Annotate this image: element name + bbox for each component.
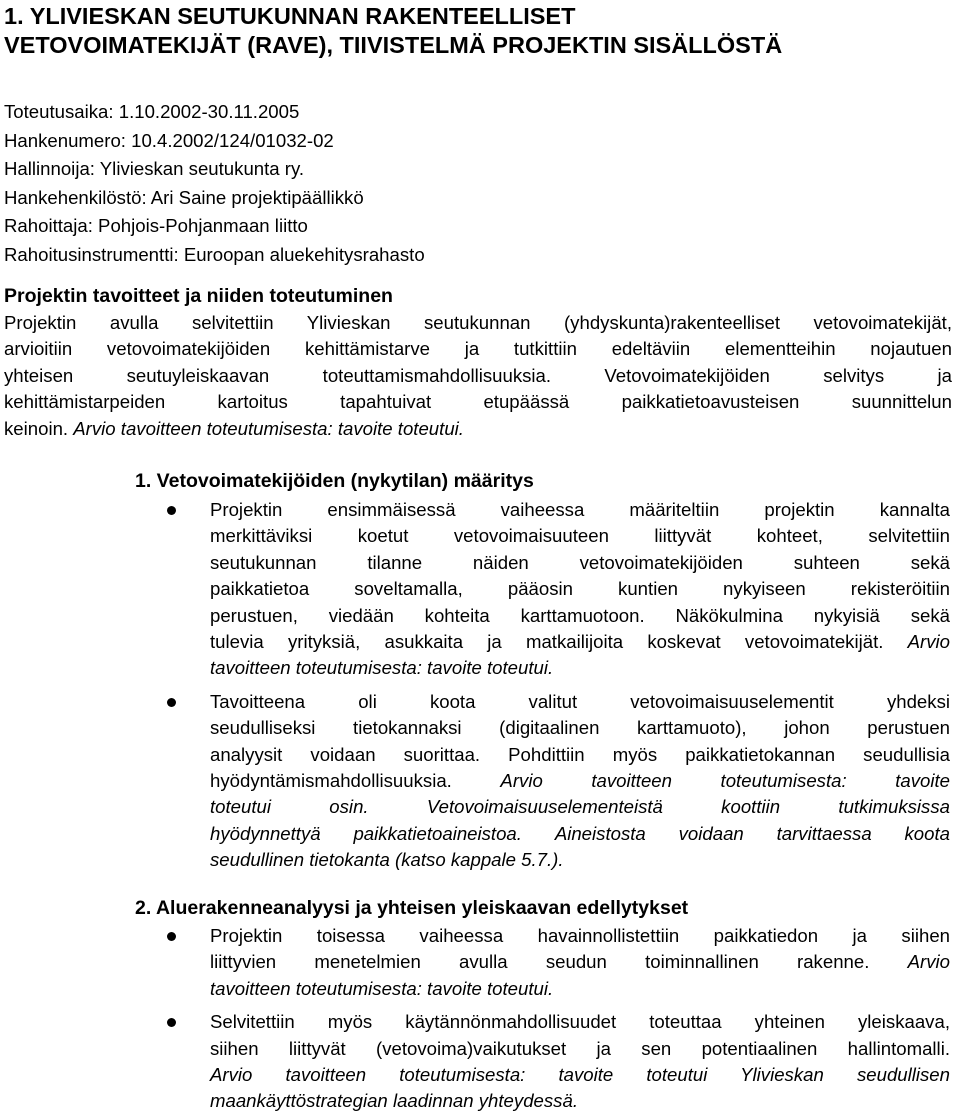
text-line (210, 794, 950, 820)
meta-project-number: Hankenumero: 10.4.2002/124/01032-02 (4, 129, 334, 151)
text-line: arvioitiin vetovoimatekijöiden kehittämistarve ja tutkittiin edeltäviin elementteihin nojautuen (4, 338, 952, 360)
text-line: seudullinen tietokanta (katso kappale 5.7.). (210, 849, 564, 871)
text-segment: liittyvien menetelmien avulla seudun toiminnallinen rakenne. (210, 951, 870, 973)
list-item (0, 1009, 950, 1115)
assessment-text: toteutui osin. (210, 796, 369, 818)
text-line: analyysit voidaan suorittaa. Pohdittiin myös paikkatietokannan seudullisia (210, 743, 950, 765)
list-item (0, 689, 950, 874)
assessment-text: maankäyttöstrategian laadinnan yhteydessä. (210, 1090, 578, 1112)
assessment-text: Arvio tavoitteen toteutumisesta: tavoite toteutui Ylivieskan seudullisen (210, 1063, 950, 1085)
title-line: VETOVOIMATEKIJÄT (RAVE), TIIVISTELMÄ PROJEKTIN SISÄLLÖSTÄ (4, 32, 783, 58)
section-2-heading: 2. Aluerakenneanalyysi ja yhteisen yleiskaavan edellytykset (135, 897, 689, 919)
intro-paragraph (4, 310, 952, 442)
meta-administrator: Hallinnoija: Ylivieskan seutukunta ry. (4, 158, 305, 180)
goals-heading: Projektin tavoitteet ja niiden toteutuminen (4, 285, 393, 307)
text-segment: keinoin. (4, 417, 69, 439)
text-line: Projektin toisessa vaiheessa havainnollistettiin paikkatiedon ja siihen (210, 925, 950, 946)
text-line: perustuen, viedään kohteita karttamuotoon. Näkökulmina nykyisiä sekä (210, 604, 950, 626)
document-title (4, 2, 956, 60)
assessment-text: tavoitteen toteutumisesta: tavoite toteutui. (210, 657, 554, 679)
project-metadata (4, 98, 944, 270)
text-line: merkittäviksi koetut vetovoimaisuuteen liittyvät kohteet, selvitettiin (210, 525, 950, 547)
assessment-text: Arvio tavoitteen toteutumisesta: tavoite toteutui. (73, 417, 464, 439)
text-line: Projektin avulla selvitettiin Ylivieskan seutukunnan (yhdyskunta)rakenteelliset vetovoimatekijät, (4, 312, 952, 333)
text-line: paikkatietoa soveltamalla, pääosin kuntien nykyiseen rekisteröitiin (210, 578, 950, 600)
meta-staff: Hankehenkilöstö: Ari Saine projektipäällikkö (4, 186, 364, 208)
assessment-text: tavoitteen toteutumisesta: tavoite toteutui. (210, 977, 554, 999)
assessment-text: Arvio (907, 951, 950, 973)
bullet-icon (167, 698, 176, 707)
text-line: seudulliseksi tietokannaksi (digitaalinen karttamuoto), johon perustuen (210, 717, 950, 739)
text-line: Selvitettiin myös käytännönmahdollisuudet toteuttaa yhteinen yleiskaava, (210, 1011, 950, 1033)
list-item (0, 497, 950, 682)
text-line: Projektin ensimmäisessä vaiheessa määriteltiin projektin kannalta (210, 499, 950, 520)
section-1-list (0, 497, 960, 873)
meta-funding-instrument: Rahoitusinstrumentti: Euroopan aluekehitysrahasto (4, 243, 425, 265)
list-item (0, 923, 950, 1002)
text-segment: hyödyntämismahdollisuuksia. (210, 769, 452, 791)
bullet-icon (167, 932, 176, 941)
bullet-icon (167, 1018, 176, 1027)
text-segment: Aineistosta voidaan tarvittaessa koota (554, 822, 951, 844)
bullet-icon (167, 506, 176, 515)
text-line (210, 768, 950, 794)
text-segment: Vetovoimaisuuselementeistä koottiin tutkimuksissa (426, 796, 950, 818)
section-1-heading: 1. Vetovoimatekijöiden (nykytilan) määritys (135, 470, 534, 492)
meta-implementation-period: Toteutusaika: 1.10.2002-30.11.2005 (4, 101, 300, 122)
text-line: yhteisen seutuyleiskaavan toteuttamismahdollisuuksia. Vetovoimatekijöiden selvitys ja (4, 364, 952, 386)
assessment-text: Arvio tavoitteen toteutumisesta: tavoite (500, 769, 950, 791)
text-line (210, 949, 950, 975)
assessment-text: Arvio (907, 630, 951, 652)
meta-funder: Rahoittaja: Pohjois-Pohjanmaan liitto (4, 215, 308, 237)
text-line (210, 629, 950, 655)
text-line: siihen liittyvät (vetovoima)vaikutukset ja sen potentiaalinen hallintomalli. (210, 1037, 950, 1059)
text-segment: hyödynnettyä paikkatietoaineistoa. (210, 822, 522, 844)
text-segment: tulevia yrityksiä, asukkaita ja matkailijoita koskevat vetovoimatekijät. (210, 630, 884, 652)
text-line (4, 416, 952, 442)
text-line (210, 821, 950, 847)
title-line: 1. YLIVIESKAN SEUTUKUNNAN RAKENTEELLISET (4, 3, 576, 29)
section-2-list (0, 923, 960, 1115)
text-line: seutukunnan tilanne näiden vetovoimatekijöiden suhteen sekä (210, 551, 950, 573)
text-line: Tavoitteena oli koota valitut vetovoimaisuuselementit yhdeksi (210, 690, 950, 712)
text-line: kehittämistarpeiden kartoitus tapahtuivat etupäässä paikkatietoavusteisen suunnittelun (4, 391, 952, 413)
